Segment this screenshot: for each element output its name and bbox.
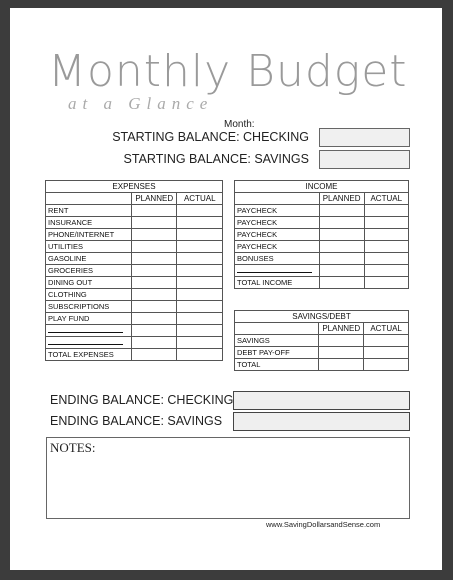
table-row: [235, 277, 409, 289]
actual-cell[interactable]: [177, 205, 223, 217]
table-row: [46, 325, 223, 337]
planned-cell[interactable]: [131, 337, 177, 349]
table-row: [46, 349, 223, 361]
expense-label: GROCERIES: [46, 265, 132, 277]
expense-label: CLOTHING: [46, 289, 132, 301]
table-row: [46, 289, 223, 301]
expense-label: DINING OUT: [46, 277, 132, 289]
expenses-actual-header: ACTUAL: [177, 193, 223, 205]
table-row: [46, 229, 223, 241]
savings-total-label: TOTAL: [235, 359, 319, 371]
savings-subheader-row: [235, 323, 409, 335]
expense-label: PHONE/INTERNET: [46, 229, 132, 241]
actual-cell[interactable]: [364, 359, 409, 371]
ending-checking-label: ENDING BALANCE: CHECKING: [50, 393, 234, 407]
income-label: BONUSES: [235, 253, 320, 265]
actual-cell[interactable]: [177, 265, 223, 277]
table-row: [46, 313, 223, 325]
income-subheader-row: [235, 193, 409, 205]
expenses-table: [45, 180, 223, 361]
expenses-label-col: [46, 193, 132, 205]
actual-cell[interactable]: [177, 313, 223, 325]
total-income-label: TOTAL INCOME: [235, 277, 320, 289]
actual-cell[interactable]: [177, 289, 223, 301]
table-row: [235, 217, 409, 229]
expense-label: GASOLINE: [46, 253, 132, 265]
planned-cell[interactable]: [319, 217, 364, 229]
table-row: [46, 217, 223, 229]
actual-cell[interactable]: [364, 205, 408, 217]
income-planned-header: PLANNED: [319, 193, 364, 205]
blank-expense-line[interactable]: [46, 337, 132, 349]
savings-header: SAVINGS/DEBT: [235, 311, 409, 323]
table-row: [235, 253, 409, 265]
income-header: INCOME: [235, 181, 409, 193]
actual-cell[interactable]: [364, 277, 408, 289]
planned-cell[interactable]: [131, 301, 177, 313]
actual-cell[interactable]: [364, 217, 408, 229]
expense-label: INSURANCE: [46, 217, 132, 229]
ending-savings-field[interactable]: [233, 412, 410, 431]
planned-cell[interactable]: [131, 289, 177, 301]
expenses-planned-header: PLANNED: [131, 193, 177, 205]
starting-checking-label: STARTING BALANCE: CHECKING: [112, 130, 309, 144]
table-row: [46, 277, 223, 289]
planned-cell[interactable]: [131, 229, 177, 241]
table-row: [235, 241, 409, 253]
table-row: [235, 229, 409, 241]
income-label-col: [235, 193, 320, 205]
planned-cell[interactable]: [319, 359, 364, 371]
planned-cell[interactable]: [131, 241, 177, 253]
planned-cell[interactable]: [319, 347, 364, 359]
actual-cell[interactable]: [177, 349, 223, 361]
table-row: [235, 335, 409, 347]
blank-income-line[interactable]: [235, 265, 320, 277]
actual-cell[interactable]: [177, 241, 223, 253]
table-row: [235, 265, 409, 277]
budget-page: [10, 8, 442, 570]
actual-cell[interactable]: [177, 253, 223, 265]
savings-label-col: [235, 323, 319, 335]
expense-label: RENT: [46, 205, 132, 217]
income-header-row: [235, 181, 409, 193]
income-actual-header: ACTUAL: [364, 193, 408, 205]
table-row: [46, 253, 223, 265]
planned-cell[interactable]: [319, 229, 364, 241]
income-table: [234, 180, 409, 289]
actual-cell[interactable]: [177, 337, 223, 349]
savings-debt-table: [234, 310, 409, 371]
income-label: PAYCHECK: [235, 241, 320, 253]
planned-cell[interactable]: [319, 241, 364, 253]
planned-cell[interactable]: [131, 253, 177, 265]
page-subtitle: at a Glance: [68, 94, 214, 113]
planned-cell[interactable]: [131, 325, 177, 337]
table-row: [46, 205, 223, 217]
page-title: Monthly Budget: [48, 46, 408, 97]
ending-checking-field[interactable]: [233, 391, 410, 410]
table-row: [235, 347, 409, 359]
savings-planned-header: PLANNED: [319, 323, 364, 335]
actual-cell[interactable]: [364, 253, 408, 265]
planned-cell[interactable]: [131, 265, 177, 277]
actual-cell[interactable]: [177, 301, 223, 313]
planned-cell[interactable]: [131, 313, 177, 325]
ending-savings-label: ENDING BALANCE: SAVINGS: [50, 414, 223, 428]
actual-cell[interactable]: [177, 277, 223, 289]
starting-savings-field[interactable]: [319, 150, 410, 169]
planned-cell[interactable]: [131, 349, 177, 361]
planned-cell[interactable]: [319, 277, 364, 289]
savings-label: SAVINGS: [235, 335, 319, 347]
actual-cell[interactable]: [177, 325, 223, 337]
table-row: [46, 301, 223, 313]
planned-cell[interactable]: [319, 265, 364, 277]
actual-cell[interactable]: [364, 335, 409, 347]
table-row: [46, 265, 223, 277]
expense-label: UTILITIES: [46, 241, 132, 253]
savings-actual-header: ACTUAL: [364, 323, 409, 335]
actual-cell[interactable]: [364, 347, 409, 359]
table-row: [235, 359, 409, 371]
planned-cell[interactable]: [131, 217, 177, 229]
expenses-header: EXPENSES: [46, 181, 223, 193]
notes-label: NOTES:: [50, 440, 96, 455]
actual-cell[interactable]: [364, 241, 408, 253]
planned-cell[interactable]: [319, 253, 364, 265]
footer-url: www.SavingDollarsandSense.com: [266, 520, 381, 529]
table-row: [46, 337, 223, 349]
actual-cell[interactable]: [364, 265, 408, 277]
income-label: PAYCHECK: [235, 205, 320, 217]
income-label: PAYCHECK: [235, 217, 320, 229]
actual-cell[interactable]: [364, 229, 408, 241]
starting-checking-field[interactable]: [319, 128, 410, 147]
table-row: [46, 241, 223, 253]
total-expenses-label: TOTAL EXPENSES: [46, 349, 132, 361]
planned-cell[interactable]: [131, 277, 177, 289]
income-label: PAYCHECK: [235, 229, 320, 241]
actual-cell[interactable]: [177, 229, 223, 241]
expense-label: SUBSCRIPTIONS: [46, 301, 132, 313]
expenses-subheader-row: [46, 193, 223, 205]
actual-cell[interactable]: [177, 217, 223, 229]
planned-cell[interactable]: [131, 205, 177, 217]
savings-header-row: [235, 311, 409, 323]
planned-cell[interactable]: [319, 335, 364, 347]
planned-cell[interactable]: [319, 205, 364, 217]
starting-savings-label: STARTING BALANCE: SAVINGS: [123, 152, 309, 166]
month-label: Month:: [224, 119, 255, 130]
expenses-header-row: [46, 181, 223, 193]
notes-box[interactable]: [46, 437, 410, 519]
blank-expense-line[interactable]: [46, 325, 132, 337]
savings-label: DEBT PAY-OFF: [235, 347, 319, 359]
table-row: [235, 205, 409, 217]
expense-label: PLAY FUND: [46, 313, 132, 325]
